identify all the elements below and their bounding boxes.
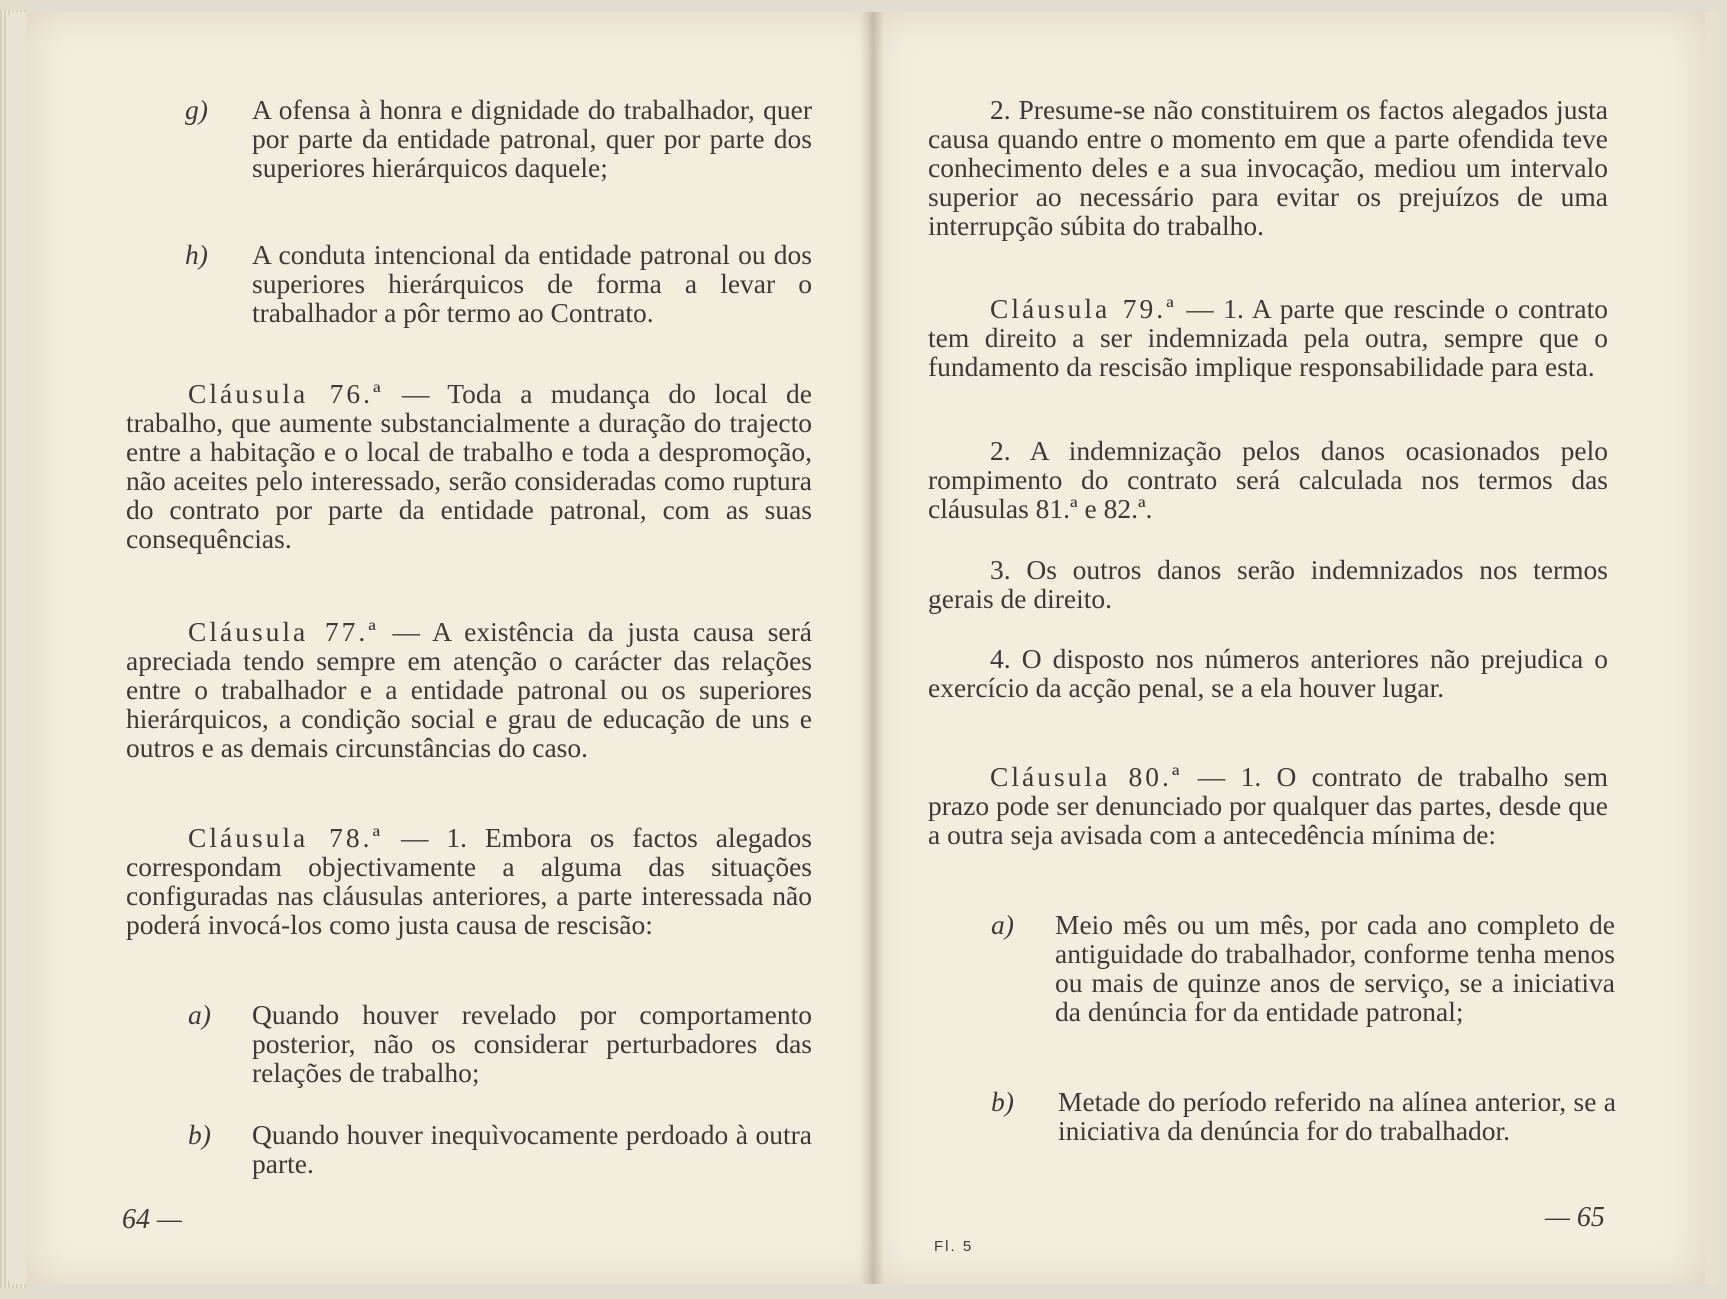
item-text: A conduta intencional da entidade patronal ou dos superiores hierárquicos de forma a levar o trabalhador a pôr termo ao Contrato. [252,239,812,328]
clause-label: Cláusula 77.ª [188,616,379,647]
item-marker: a) [991,909,1014,940]
book-gutter [860,12,884,1284]
list-item-b [188,1119,812,1179]
clause-label: Cláusula 76.ª [188,378,384,409]
clause-text: — 1. Embora os factos alegados correspondam objectivamente a alguma das situações configuradas nas cláusulas anteriores, a parte interessada não poderá invocá-los como justa causa de rescisão: [126,822,812,940]
list-item-b [991,1086,1616,1146]
item-marker: g) [185,94,208,125]
paragraph-text: 3. Os outros danos serão indemnizados nos termos gerais de direito. [928,554,1608,614]
clause-78 [126,823,812,939]
item-marker: a) [188,999,211,1030]
clause-label: Cláusula 80.ª [990,761,1183,792]
item-marker: b) [991,1086,1014,1117]
item-marker: h) [185,239,208,270]
item-text: Quando houver revelado por comportamento posterior, não os considerar perturbadores das relações de trabalho; [252,999,812,1088]
clause-text: — 1. A parte que rescinde o contrato tem direito a ser indemnizada pela outra, sempre que o fundamento da rescisão implique responsabilidade para esta. [928,293,1608,382]
clause-text: — A existência da justa causa será apreciada tendo sempre em atenção o carácter das relações entre o trabalhador e a entidade patronal ou os superiores hierárquicos, a condição social e grau de educação de uns e outros e as demais circunstâncias do caso. [126,616,812,763]
paragraph-text: 2. A indemnização pelos danos ocasionados pelo rompimento do contrato será calculada nos termos das cláusulas 81.ª e 82.ª. [928,435,1608,524]
paragraph-text: 2. Presume-se não constituirem os factos alegados justa causa quando entre o momento em que a parte ofendida teve conhecimento deles e a sua invocação, mediou um intervalo superior ao necessário para evitar os prejuízos de uma interrupção súbita do trabalho. [928,94,1608,241]
page-number-left: 64 — [122,1204,182,1235]
paragraph-text: 4. O disposto nos números anteriores não prejudica o exercício da acção penal, se a ela houver lugar. [928,643,1608,703]
clause-label: Cláusula 79.ª [990,293,1177,324]
page-number-right: — 65 [1545,1202,1605,1233]
item-text: Quando houver inequìvocamente perdoado à outra parte. [252,1119,812,1179]
clause-78-para-2 [928,95,1608,240]
list-item-a [188,999,812,1088]
list-item-a [991,909,1615,1027]
clause-79-para-4 [928,644,1608,702]
printer-signature: Fl. 5 [934,1238,974,1255]
clause-79 [928,294,1608,381]
list-item-h [185,239,812,328]
clause-77 [126,617,812,762]
clause-text: — 1. O contrato de trabalho sem prazo pode ser denunciado por qualquer das partes, desde que a outra seja avisada com a antecedência mínima de: [928,761,1608,850]
clause-79-para-3 [928,555,1608,613]
clause-80 [928,762,1608,849]
clause-79-para-2 [928,436,1608,523]
clause-label: Cláusula 78.ª [188,822,384,853]
list-item-g [185,94,812,183]
clause-76 [126,379,812,553]
item-text: Metade do período referido na alínea anterior, se a iniciativa da denúncia for do trabalhador. [1058,1086,1616,1146]
item-marker: b) [188,1119,211,1150]
item-text: A ofensa à honra e dignidade do trabalhador, quer por parte da entidade patronal, quer por parte dos superiores hierárquicos daquele; [252,94,812,183]
clause-text: — Toda a mudança do local de trabalho, que aumente substancialmente a duração do trajecto entre a habitação e o local de trabalho e toda a despromoção, não aceites pelo interessado, serão consideradas como ruptura do contrato por parte da entidade patronal, com as suas consequências. [126,378,812,554]
item-text: Meio mês ou um mês, por cada ano completo de antiguidade do trabalhador, conforme tenha menos ou mais de quinze anos de serviço, se a iniciativa da denúncia for da entidade patronal; [1055,909,1615,1027]
